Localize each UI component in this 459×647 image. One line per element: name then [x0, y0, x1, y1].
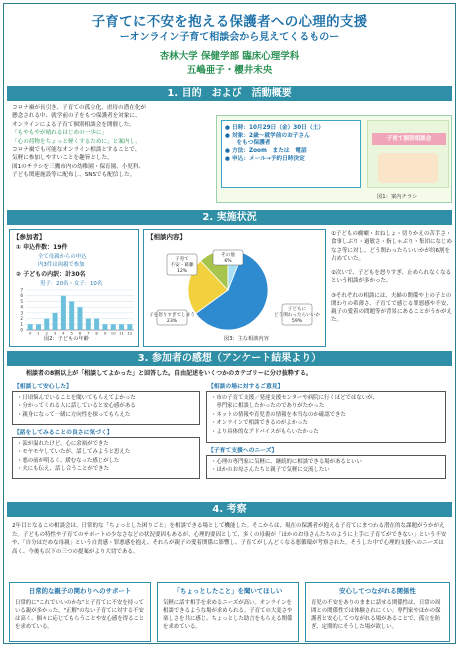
feedback-box: [206, 391, 446, 443]
flyer-thumb-title: 子育て個別相談会: [372, 133, 446, 145]
flyer-item: をもつ保護者: [225, 140, 271, 147]
section4-body: 2年目となるこの相談会は、日常的な「ちょっとした困りごと」を相談できる場として機能した。そこからは、現在の保護者が抱える子育てにまつわる潜在的な課題がうかがえた。子どもの特性や子育てのサポートの少なさなどの状況要因もあるが、心理的要因として、多くの母親が「ほかのお母さんたちのように上手に子育てができない」という不安や、「自分はだめな母親」という自責感・罪悪感を抱え、それらが親子の愛着関係に影響し、子育てがしんどくなる悪循環が考察された。そうした中で心理的支援へのニーズは高く、今後も以下の三つの提案がより大切である。: [12, 523, 447, 555]
conclusion-box: [157, 582, 299, 642]
x-tick-label: 3: [53, 330, 57, 336]
conclusion-title: 日常的な親子の関わりへのサポート: [28, 587, 132, 595]
feedback-line: ・オンラインで相談できるのがよかった: [211, 420, 308, 427]
section1-body: [12, 104, 214, 180]
section2-notes: [331, 230, 453, 325]
x-tick-label: 12: [127, 330, 133, 336]
age-bar: [28, 324, 33, 330]
consult-box: [143, 229, 326, 347]
section1-line: コロナ禍が長引き、子育ての孤立化、虐待の潜在化が: [12, 105, 147, 111]
x-tick-label: 8: [95, 330, 98, 336]
conclusion-text: 育児の不安をありのままに話せる関係性は、日常の周囲との関係性では体験されにくい。専門家やほかの保護者と安心してつながれる場があることで、孤立を防ぎ、定期的にそうした場が欲しい。: [311, 599, 441, 630]
x-tick-label: 9: [103, 330, 107, 336]
pie-category-label: 子を怒りすぎてしまう: [149, 313, 195, 318]
age-bar: [86, 319, 91, 330]
section1-line: 気軽に参加しやすいことを趣旨とした。: [12, 155, 113, 162]
x-tick-label: 11: [119, 330, 124, 336]
y-tick-label: 3: [20, 310, 23, 316]
gender-breakdown: 男子：20名・女子：10名: [40, 281, 103, 287]
pie-category-label: 子育て: [175, 257, 189, 262]
flyer-item: ● 対象：2歳～就学前のお子さん: [225, 132, 310, 139]
conclusion-box: [9, 582, 151, 642]
y-tick-label: 6: [20, 293, 23, 299]
flyer-item: ● 申込：メール→予約日時決定: [225, 155, 305, 162]
x-tick-label: 1: [37, 330, 40, 336]
section1-line: 子ども関連施設等に配布し、SNSでも配信した。: [12, 172, 136, 179]
flyer-item: ● 日時：10月29日（金）30日（土）: [225, 125, 324, 131]
age-bar: [102, 324, 107, 330]
pie-category-label: どう関わったらいいか: [274, 313, 320, 318]
section1-line: 「もやもやが晴れるはじめの一歩に」: [12, 130, 108, 137]
conclusion-title: 「ちょっとしたこと」を聞いてほしい: [173, 587, 283, 595]
age-bar: [127, 324, 132, 330]
flyer-details: [221, 120, 361, 188]
section3-heading: 3. 参加者の感想（アンケート結果より）: [7, 351, 452, 366]
x-tick-label: 5: [70, 330, 73, 336]
feedback-head: 【子育て支援へのニーズ】: [208, 448, 278, 454]
note-item: ②次いで、子どもを怒りすぎ、止められなくなるという相談が多かった。: [331, 270, 452, 285]
age-chart-caption: 図2：子どもの年齢: [44, 336, 89, 342]
y-tick-label: 0: [20, 327, 23, 333]
flyer-item: ● 方法：Zoom または 電話: [225, 148, 307, 155]
feedback-line: ・心理の専門家に気軽に、継続的に相談できる場があるといい: [211, 459, 362, 465]
section4-heading: 4. 考察: [7, 502, 452, 517]
feedback-line: ・涙が溢れたけど、心に余裕ができた: [17, 441, 109, 447]
pie-chart-caption: 図3：主な相談内容: [224, 336, 269, 342]
note-item: ③それぞれの相談には、夫婦の関係や上の子との関わりの希薄さ、子育てで感じる罪悪感や不安、親子の愛着の問題等が背景にあることがうかがえた。: [331, 292, 453, 324]
poster-subtitle: ーオンライン子育て相談会から見えてくるものー: [119, 32, 340, 43]
age-bar: [78, 307, 83, 330]
children-count: ② 子どもの内訳：計30名: [16, 271, 86, 278]
participants-label: 【参加者】: [13, 233, 46, 241]
age-bar: [111, 324, 116, 330]
age-bar: [36, 324, 41, 330]
poster-header: [4, 4, 455, 84]
authors: 五嶋亜子・櫻井未央: [186, 65, 273, 76]
y-tick-label: 5: [20, 298, 23, 304]
apply-count: ① 申込件数：19件: [16, 244, 68, 251]
pie-category-label: 子どもに: [287, 307, 307, 312]
pie-value-label: 23%: [166, 319, 178, 324]
age-bar-chart: [10, 230, 140, 348]
y-tick-label: 2: [20, 316, 23, 322]
x-tick-label: 6: [78, 330, 82, 336]
age-bar: [61, 296, 66, 330]
feedback-line: 専門家に相談したかったのでありがたかった: [211, 403, 325, 410]
section3-intro: 相談者の8割以上が「相談してよかった」と回答した。自由記述をいくつかのカテゴリーに分け抜粋する。: [26, 370, 312, 377]
section1-line: 懸念される中、就学前の子をもつ保護者を対象に、: [12, 113, 141, 120]
x-tick-label: 0: [28, 330, 32, 336]
pie-category-label: 不安・葛藤: [170, 263, 194, 268]
age-bar: [69, 301, 74, 330]
pie-category-label: その他: [221, 253, 235, 258]
feedback-line: ・日頃悩んでいることを聞いてもらえてよかった: [17, 395, 136, 401]
feedback-head: 【話をしてみることの良さに気づく】: [14, 430, 113, 436]
flyer-caption: 図1：案内チラシ: [377, 194, 418, 200]
conclusion-text: 気軽に話す相手を求めるニーズが高い。オンラインを相談できるような場が求められる。子育ての大変さや楽しさを共に感じ、ちょっとした助言をもらえる関係を求めている。: [163, 599, 293, 630]
conclusion-text: 日常的に"これでいいのかな"と子育てに不安を持っている親が多かった。"正解"のない子育てに対する不安は高く、個々に応じてもらうことや安心感を得ることを求めている。: [15, 599, 145, 630]
section1-line: 「心の荷物をちょっと軽くするために」と案内し、: [12, 138, 141, 145]
age-bar: [44, 319, 49, 330]
note-item: ①子どもの癇癪・おねしょ・切りかえの苦手さ・食事しぶり・過敏さ・指しゃぶり・集団になじめなさ等に対し、どう関わったらいいかが約6割を占めていた。: [331, 231, 453, 262]
section1-heading: 1. 目的 および 活動概要: [7, 86, 452, 101]
y-tick-label: 4: [20, 304, 23, 310]
poster: [3, 3, 456, 644]
y-tick-label: 7: [20, 287, 23, 293]
feedback-line: ・悪の前が明るく、緩むなった感じがした: [17, 457, 120, 464]
feedback-box: [12, 391, 200, 425]
feedback-box: [12, 437, 200, 479]
feedback-line: ・親身になって一緒に方向性を探ってもらえた: [17, 411, 131, 418]
x-tick-label: 2: [45, 330, 48, 336]
feedback-line: ・ネットの情報や育児書の情報を本当なのか確認できた: [211, 411, 346, 418]
age-bar: [119, 324, 124, 330]
section1-line: オンラインによる子育て個別相談会を開催した。: [12, 121, 135, 128]
section1-line: コロナ禍でも可能なオンライン相談とすることで、: [12, 146, 141, 153]
flyer-thumbnail: [367, 120, 449, 188]
conclusion-title: 安心してつながれる関係性: [339, 587, 416, 595]
consult-pie-chart: [144, 230, 327, 348]
consult-label: 【相談内容】: [147, 233, 186, 241]
feedback-line: ・市の子育て支援／発達支援センターや病院に行くほどではないが、: [211, 395, 378, 401]
participants-box: [9, 229, 139, 347]
x-tick-label: 4: [62, 330, 65, 336]
apply-note: 内3件は両親で参加: [38, 262, 85, 268]
conclusion-box: [305, 582, 450, 642]
pie-value-label: 6%: [224, 259, 232, 264]
flyer-figure: [216, 115, 452, 203]
feedback-head: 【相談の場に対するご意見】: [208, 384, 284, 390]
feedback-line: ・モヤモヤしていたが、話してみようと思えた: [17, 449, 131, 456]
pie-value-label: 12%: [176, 269, 188, 274]
y-tick-label: 1: [20, 321, 23, 327]
affiliation: 杏林大学 保健学部 臨床心理学科: [159, 51, 300, 62]
section2-heading: 2. 実施状況: [7, 210, 452, 225]
feedback-box: [206, 455, 446, 479]
feedback-line: ・分かってくれる人に話していると安心感がある: [17, 403, 136, 410]
x-tick-label: 7: [87, 330, 90, 336]
apply-note: 全て母親からの申込: [38, 254, 87, 260]
flyer-illustration: [378, 153, 438, 183]
feedback-head: 【相談して安心した】: [14, 384, 72, 390]
age-bar: [53, 313, 58, 330]
age-bar: [94, 319, 99, 330]
feedback-line: ・より具体的なアドバイスがもらいたかった: [211, 428, 319, 435]
pie-value-label: 59%: [291, 319, 303, 324]
section1-line: 図1のチラシを三鷹市内の幼稚園・保育園、小児科、: [12, 163, 145, 170]
poster-title: 子育てに不安を抱える保護者への心理的支援: [91, 14, 368, 30]
x-tick-label: 10: [110, 330, 116, 336]
feedback-line: ・ほかのお母さんたちと親子で気軽に交流したい: [211, 467, 330, 474]
feedback-line: ・夫にも伝え、話し合うことができた: [17, 466, 109, 473]
